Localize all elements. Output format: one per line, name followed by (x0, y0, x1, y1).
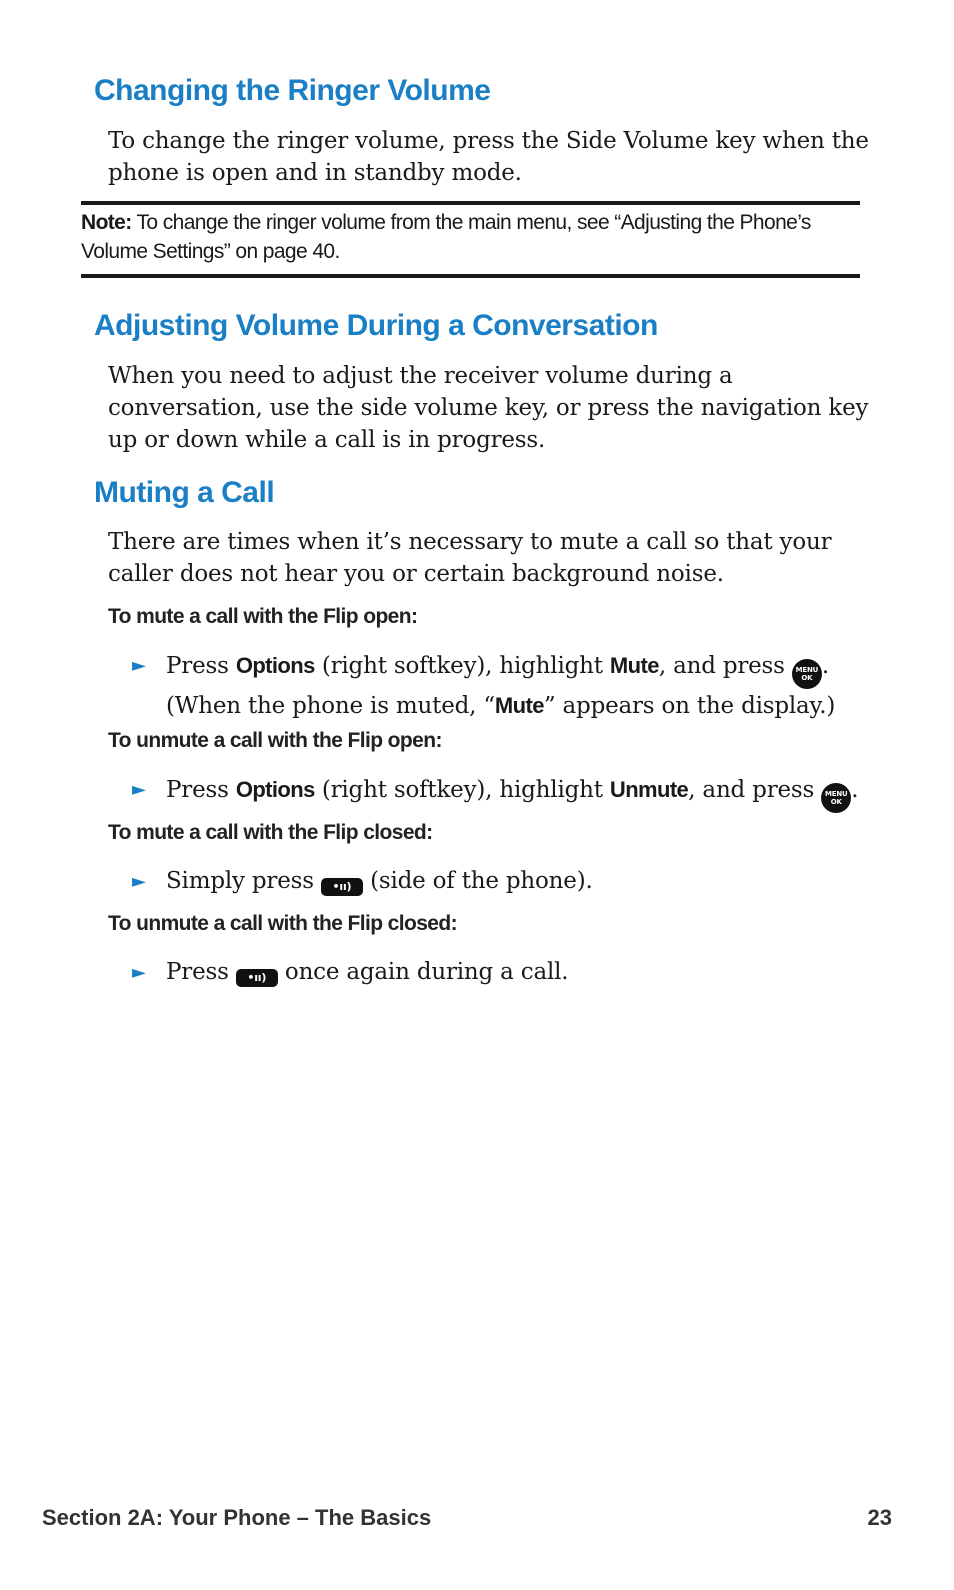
procedure-mute-flip-closed-title: To mute a call with the Flip closed: (108, 821, 433, 844)
side-volume-key-icon: •ıı) (321, 878, 363, 896)
options-key-label: Options (235, 777, 315, 802)
procedure-mute-flip-open-title: To mute a call with the Flip open: (108, 605, 418, 628)
step-unmute-flip-closed: ► Press •ıı) once again during a call. (132, 956, 872, 989)
page-number: 23 (867, 1505, 892, 1530)
step-mute-flip-closed: ► Simply press •ıı) (side of the phone). (132, 865, 872, 898)
note-box (81, 208, 861, 266)
mute-option-label: Mute (609, 653, 659, 678)
menu-ok-key-icon: MENU OK (792, 659, 822, 689)
options-key-label: Options (235, 653, 315, 678)
bullet-arrow-icon: ► (132, 655, 146, 676)
step-unmute-flip-open: ► Press Options (right softkey), highlight Unmute, and press MENU OK . (132, 773, 872, 813)
menu-ok-key-icon: MENU OK (821, 783, 851, 813)
adjusting-volume-body: When you need to adjust the receiver volume during a conversation, use the side volume key, or press the navigation key up or down while a call is in progress. (108, 363, 869, 453)
note-label: Note: (81, 211, 132, 234)
footer-section-label: Section 2A: Your Phone – The Basics (42, 1505, 432, 1530)
bullet-arrow-icon: ► (132, 962, 146, 983)
note-top-rule (81, 201, 860, 205)
bullet-arrow-icon: ► (132, 871, 146, 892)
mute-display-label: Mute (494, 693, 544, 718)
procedure-unmute-flip-closed-title: To unmute a call with the Flip closed: (108, 912, 458, 935)
heading-adjusting-volume: Adjusting Volume During a Conversation (94, 309, 658, 342)
note-bottom-rule (81, 274, 860, 278)
muting-call-body: There are times when it’s necessary to mute a call so that your caller does not hear you or certain background noise. (108, 529, 832, 587)
procedure-unmute-flip-open-title: To unmute a call with the Flip open: (108, 729, 442, 752)
heading-changing-ringer-volume: Changing the Ringer Volume (94, 74, 491, 107)
unmute-option-label: Unmute (609, 777, 689, 802)
heading-muting-call: Muting a Call (94, 476, 275, 509)
bullet-arrow-icon: ► (132, 779, 146, 800)
note-text: To change the ringer volume from the main menu, see “Adjusting the Phone’s Volume Settings” on page 40. (81, 211, 811, 263)
ringer-volume-body: To change the ringer volume, press the Side Volume key when the phone is open and in standby mode. (108, 128, 869, 186)
side-volume-key-icon: •ıı) (236, 969, 278, 987)
step-mute-flip-open: ► Press Options (right softkey), highlight Mute, and press MENU OK . (When the phone is muted, “Mute” appears on the display.) (132, 649, 872, 723)
